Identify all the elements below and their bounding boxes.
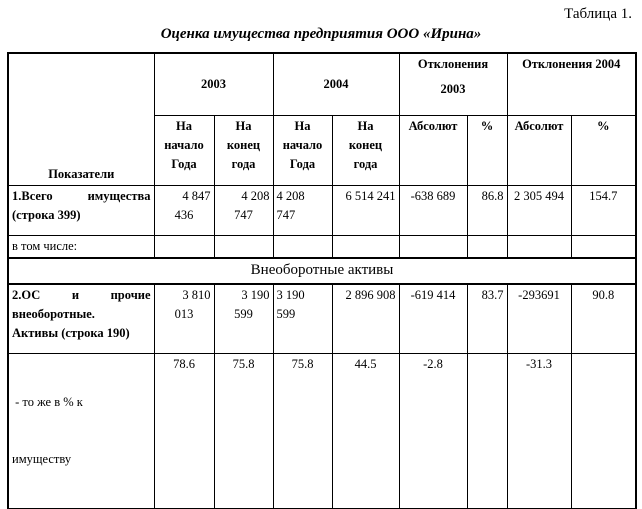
row-label-noncurrent-assets <box>8 284 154 354</box>
subheader-text: Года <box>171 156 197 171</box>
cell-text: 013 <box>174 306 194 321</box>
row-label-text: (строка 399) <box>12 207 81 222</box>
subheader-text: конец <box>226 137 261 152</box>
cell-value: 154.7 <box>571 185 636 235</box>
cell-text: 4 208 <box>241 188 270 203</box>
cell-value: 2 305 494 <box>507 185 571 235</box>
row-label-text: внеоборотные. <box>12 306 95 321</box>
cell-value: 6 514 241 <box>332 185 399 235</box>
cell-empty <box>154 235 214 258</box>
subheader-2004-end <box>332 115 399 185</box>
table-row <box>8 235 636 258</box>
cell-empty <box>571 354 636 509</box>
cell-value: 75.8 <box>273 354 332 509</box>
header-deviation-2003-line1: Отклонения <box>417 57 489 71</box>
cell-empty <box>332 235 399 258</box>
cell-text: 747 <box>234 207 253 222</box>
cell-empty <box>467 354 507 509</box>
subheader-text: конец <box>348 137 383 152</box>
subheader-text: начало <box>164 137 204 152</box>
cell-value <box>273 185 332 235</box>
header-indicators: Показатели <box>8 53 154 185</box>
cell-text: 4 208 <box>276 188 305 203</box>
row-label-text: 2.ОС <box>12 287 41 302</box>
subheader-text: На <box>176 118 192 133</box>
subheader-text: На <box>357 118 374 133</box>
cell-value: -2.8 <box>399 354 467 509</box>
subheader-2004-start <box>273 115 332 185</box>
cell-text: 747 <box>276 207 296 222</box>
row-label-total-assets <box>8 185 154 235</box>
table-row <box>8 284 636 354</box>
row-label-text: имуществу <box>12 452 72 466</box>
cell-empty <box>273 235 332 258</box>
row-label-text: прочие <box>110 287 151 302</box>
cell-value: 2 896 908 <box>332 284 399 354</box>
subheader-text: Года <box>289 156 316 171</box>
row-label-text: и <box>71 287 80 302</box>
cell-empty <box>507 235 571 258</box>
cell-text: 599 <box>276 306 296 321</box>
cell-value: 86.8 <box>467 185 507 235</box>
cell-value <box>154 284 214 354</box>
cell-value: 75.8 <box>214 354 273 509</box>
cell-text: 3 190 <box>276 287 305 302</box>
table-section-row <box>8 258 636 284</box>
row-label-text: - то же в % к <box>12 395 83 409</box>
cell-empty <box>571 235 636 258</box>
assets-evaluation-table <box>7 52 637 509</box>
cell-value: -638 689 <box>399 185 467 235</box>
cell-text: 436 <box>174 207 194 222</box>
subheader-text: На <box>235 118 252 133</box>
table-row <box>8 185 636 235</box>
subheader-dev2004-abs: Абсолют <box>507 115 571 185</box>
header-deviation-2003 <box>399 53 507 115</box>
cell-text: 4 847 <box>182 188 211 203</box>
cell-value: 83.7 <box>467 284 507 354</box>
cell-value: 44.5 <box>332 354 399 509</box>
cell-value: -31.3 <box>507 354 571 509</box>
table-row <box>8 354 636 509</box>
cell-value: 78.6 <box>154 354 214 509</box>
header-deviation-2003-line2: 2003 <box>440 82 466 96</box>
subheader-dev2003-pct: % <box>467 115 507 185</box>
cell-value <box>214 284 273 354</box>
header-row-years <box>8 53 636 115</box>
section-noncurrent-assets: Внеоборотные активы <box>8 258 636 284</box>
row-label-text: 1.Всего <box>12 188 53 203</box>
cell-empty <box>467 235 507 258</box>
row-label-share-of-assets <box>8 354 154 509</box>
cell-text: 3 190 <box>241 287 270 302</box>
cell-value <box>154 185 214 235</box>
cell-value <box>273 284 332 354</box>
cell-empty <box>214 235 273 258</box>
cell-value <box>214 185 273 235</box>
row-label-text: Активы (строка 190) <box>12 325 130 340</box>
document-title: Оценка имущества предприятия ООО «Ирина» <box>160 26 482 42</box>
header-year-2003: 2003 <box>154 53 273 115</box>
subheader-2003-start <box>154 115 214 185</box>
header-deviation-2004: Отклонения 2004 <box>507 53 636 115</box>
cell-value: -619 414 <box>399 284 467 354</box>
subheader-dev2004-pct: % <box>571 115 636 185</box>
subheader-2003-end <box>214 115 273 185</box>
cell-empty <box>399 235 467 258</box>
cell-text: 3 810 <box>182 287 211 302</box>
cell-value: -293691 <box>507 284 571 354</box>
subheader-text: года <box>353 156 378 171</box>
row-label-text: имущества <box>87 188 151 203</box>
header-year-2004: 2004 <box>273 53 399 115</box>
subheader-text: года <box>231 156 256 171</box>
cell-value: 90.8 <box>571 284 636 354</box>
row-label-including: в том числе: <box>8 235 154 258</box>
cell-text: 599 <box>234 306 253 321</box>
subheader-text: начало <box>282 137 323 152</box>
subheader-text: На <box>294 118 311 133</box>
table-number-label: Таблица 1. <box>564 6 632 22</box>
subheader-dev2003-abs: Абсолют <box>399 115 467 185</box>
